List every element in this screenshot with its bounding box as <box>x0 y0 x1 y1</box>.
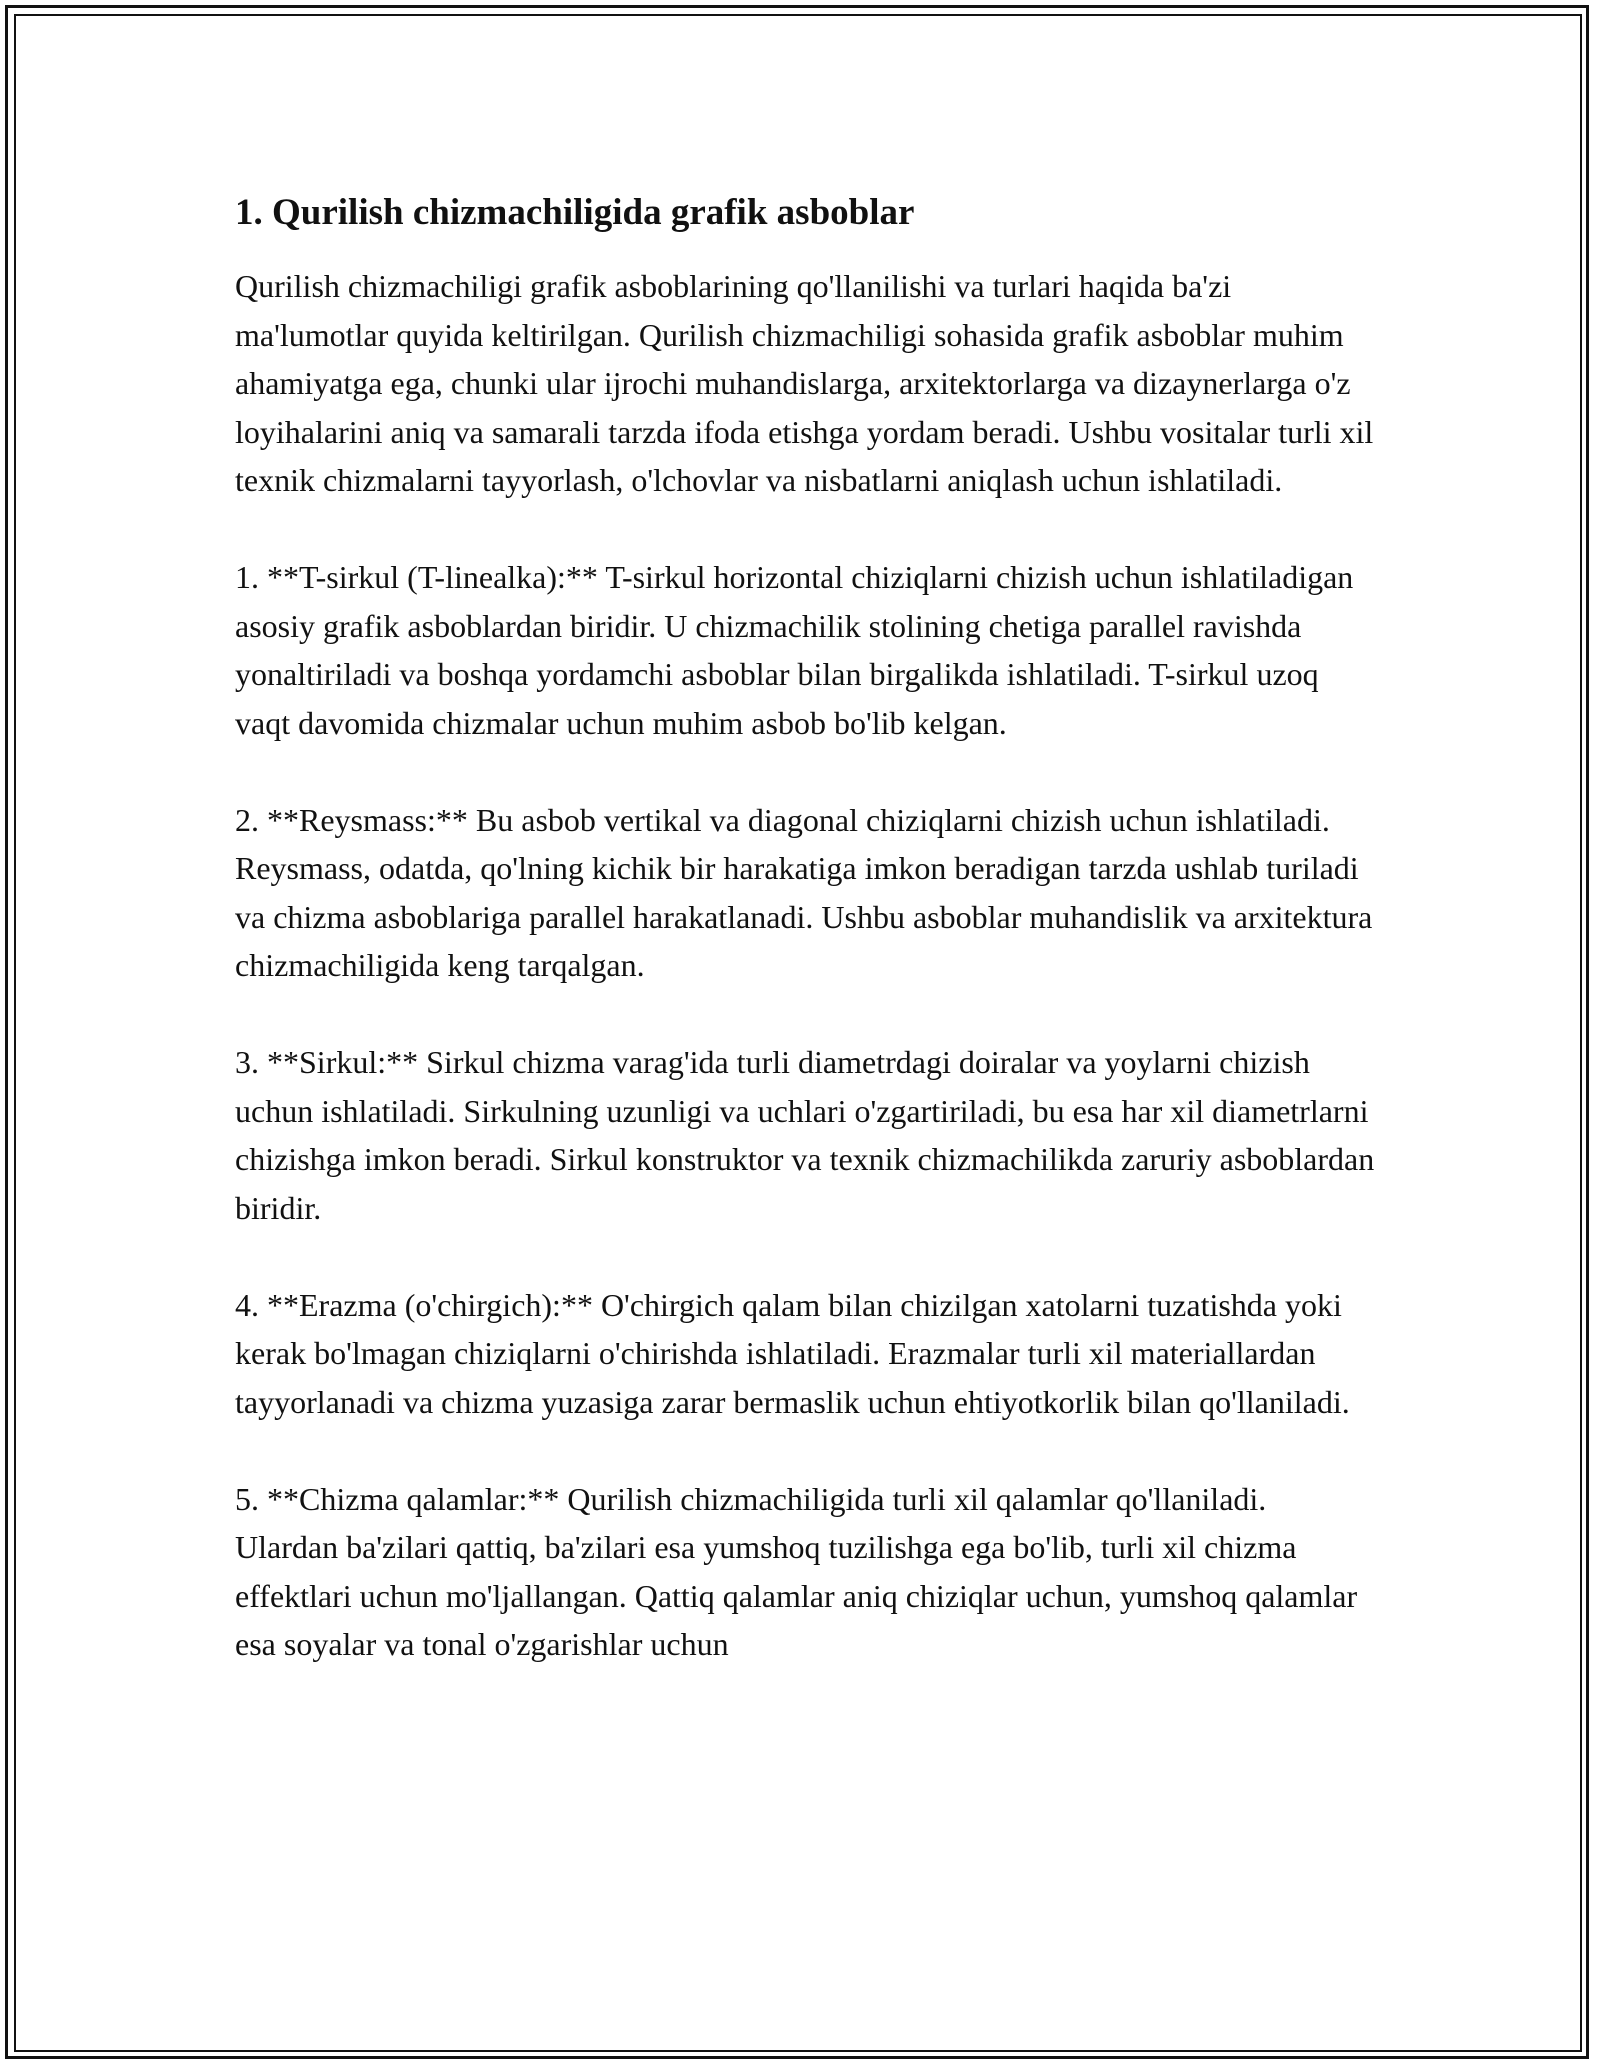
paragraph-erazma: 4. **Erazma (o'chirgich):** O'chirgich qalam bilan chizilgan xatolarni tuzatishda yoki kerak bo'lmagan chiziqlarni o'chirishda ishlatiladi. Erazmalar turli xil materiallardan tayyorlanadi va chizma yuzasiga zarar bermaslik uchun ehtiyotkorlik bilan qo'llaniladi. <box>235 1286 1350 1420</box>
paragraph-chizma-qalamlar: 5. **Chizma qalamlar:** Qurilish chizmachiligida turli xil qalamlar qo'llaniladi. Ulardan ba'zilari qattiq, ba'zilari esa yumshoq tuzilishga ega bo'lib, turli xil chizma effektlari uchun mo'ljallangan. Qattiq qalamlar aniq chiziqlar uchun, yumshoq qalamlar esa soyalar va tonal o'zgarishlar uchun <box>235 1480 1358 1662</box>
document-body <box>235 184 1375 1717</box>
page-title: 1. Qurilish chizmachiligida grafik asboblar <box>235 192 915 233</box>
paragraph-t-sirkul: 1. **T-sirkul (T-linealka):** T-sirkul horizontal chiziqlarni chizish uchun ishlatiladigan asosiy grafik asboblardan biridir. U chizmachilik stolining chetiga parallel ravishda yonaltiriladi va boshqa yordamchi asboblar bilan birgalikda ishlatiladi. T-sirkul uzoq vaqt davomida chizmalar uchun muhim asbob bo'lib kelgan. <box>235 559 1354 741</box>
paragraph-reysmass: 2. **Reysmass:** Bu asbob vertikal va diagonal chiziqlarni chizish uchun ishlatiladi. Reysmass, odatda, qo'lning kichik bir harakatiga imkon beradigan tarzda ushlab turiladi va chizma asboblariga parallel harakatlanadi. Ushbu asboblar muhandislik va arxitektura chizmachiligida keng tarqalgan. <box>235 801 1373 983</box>
intro-paragraph: Qurilish chizmachiligi grafik asboblarining qo'llanilishi va turlari haqida ba'zi ma'lumotlar quyida keltirilgan. Qurilish chizmachiligi sohasida grafik asboblar muhim ahamiyatga ega, chunki ular ijrochi muhandislarga, arxitektorlarga va dizaynerlarga o'z loyihalarini aniq va samarali tarzda ifoda etishga yordam beradi. Ushbu vositalar turli xil texnik chizmalarni tayyorlash, o'lchovlar va nisbatlarni aniqlash uchun ishlatiladi. <box>235 268 1374 498</box>
paragraph-sirkul: 3. **Sirkul:** Sirkul chizma varag'ida turli diametrdagi doiralar va yoylarni chizish uchun ishlatiladi. Sirkulning uzunligi va uchlari o'zgartiriladi, bu esa har xil diametrlarni chizishga imkon beradi. Sirkul konstruktor va texnik chizmachilikda zaruriy asboblardan biridir. <box>235 1044 1375 1226</box>
